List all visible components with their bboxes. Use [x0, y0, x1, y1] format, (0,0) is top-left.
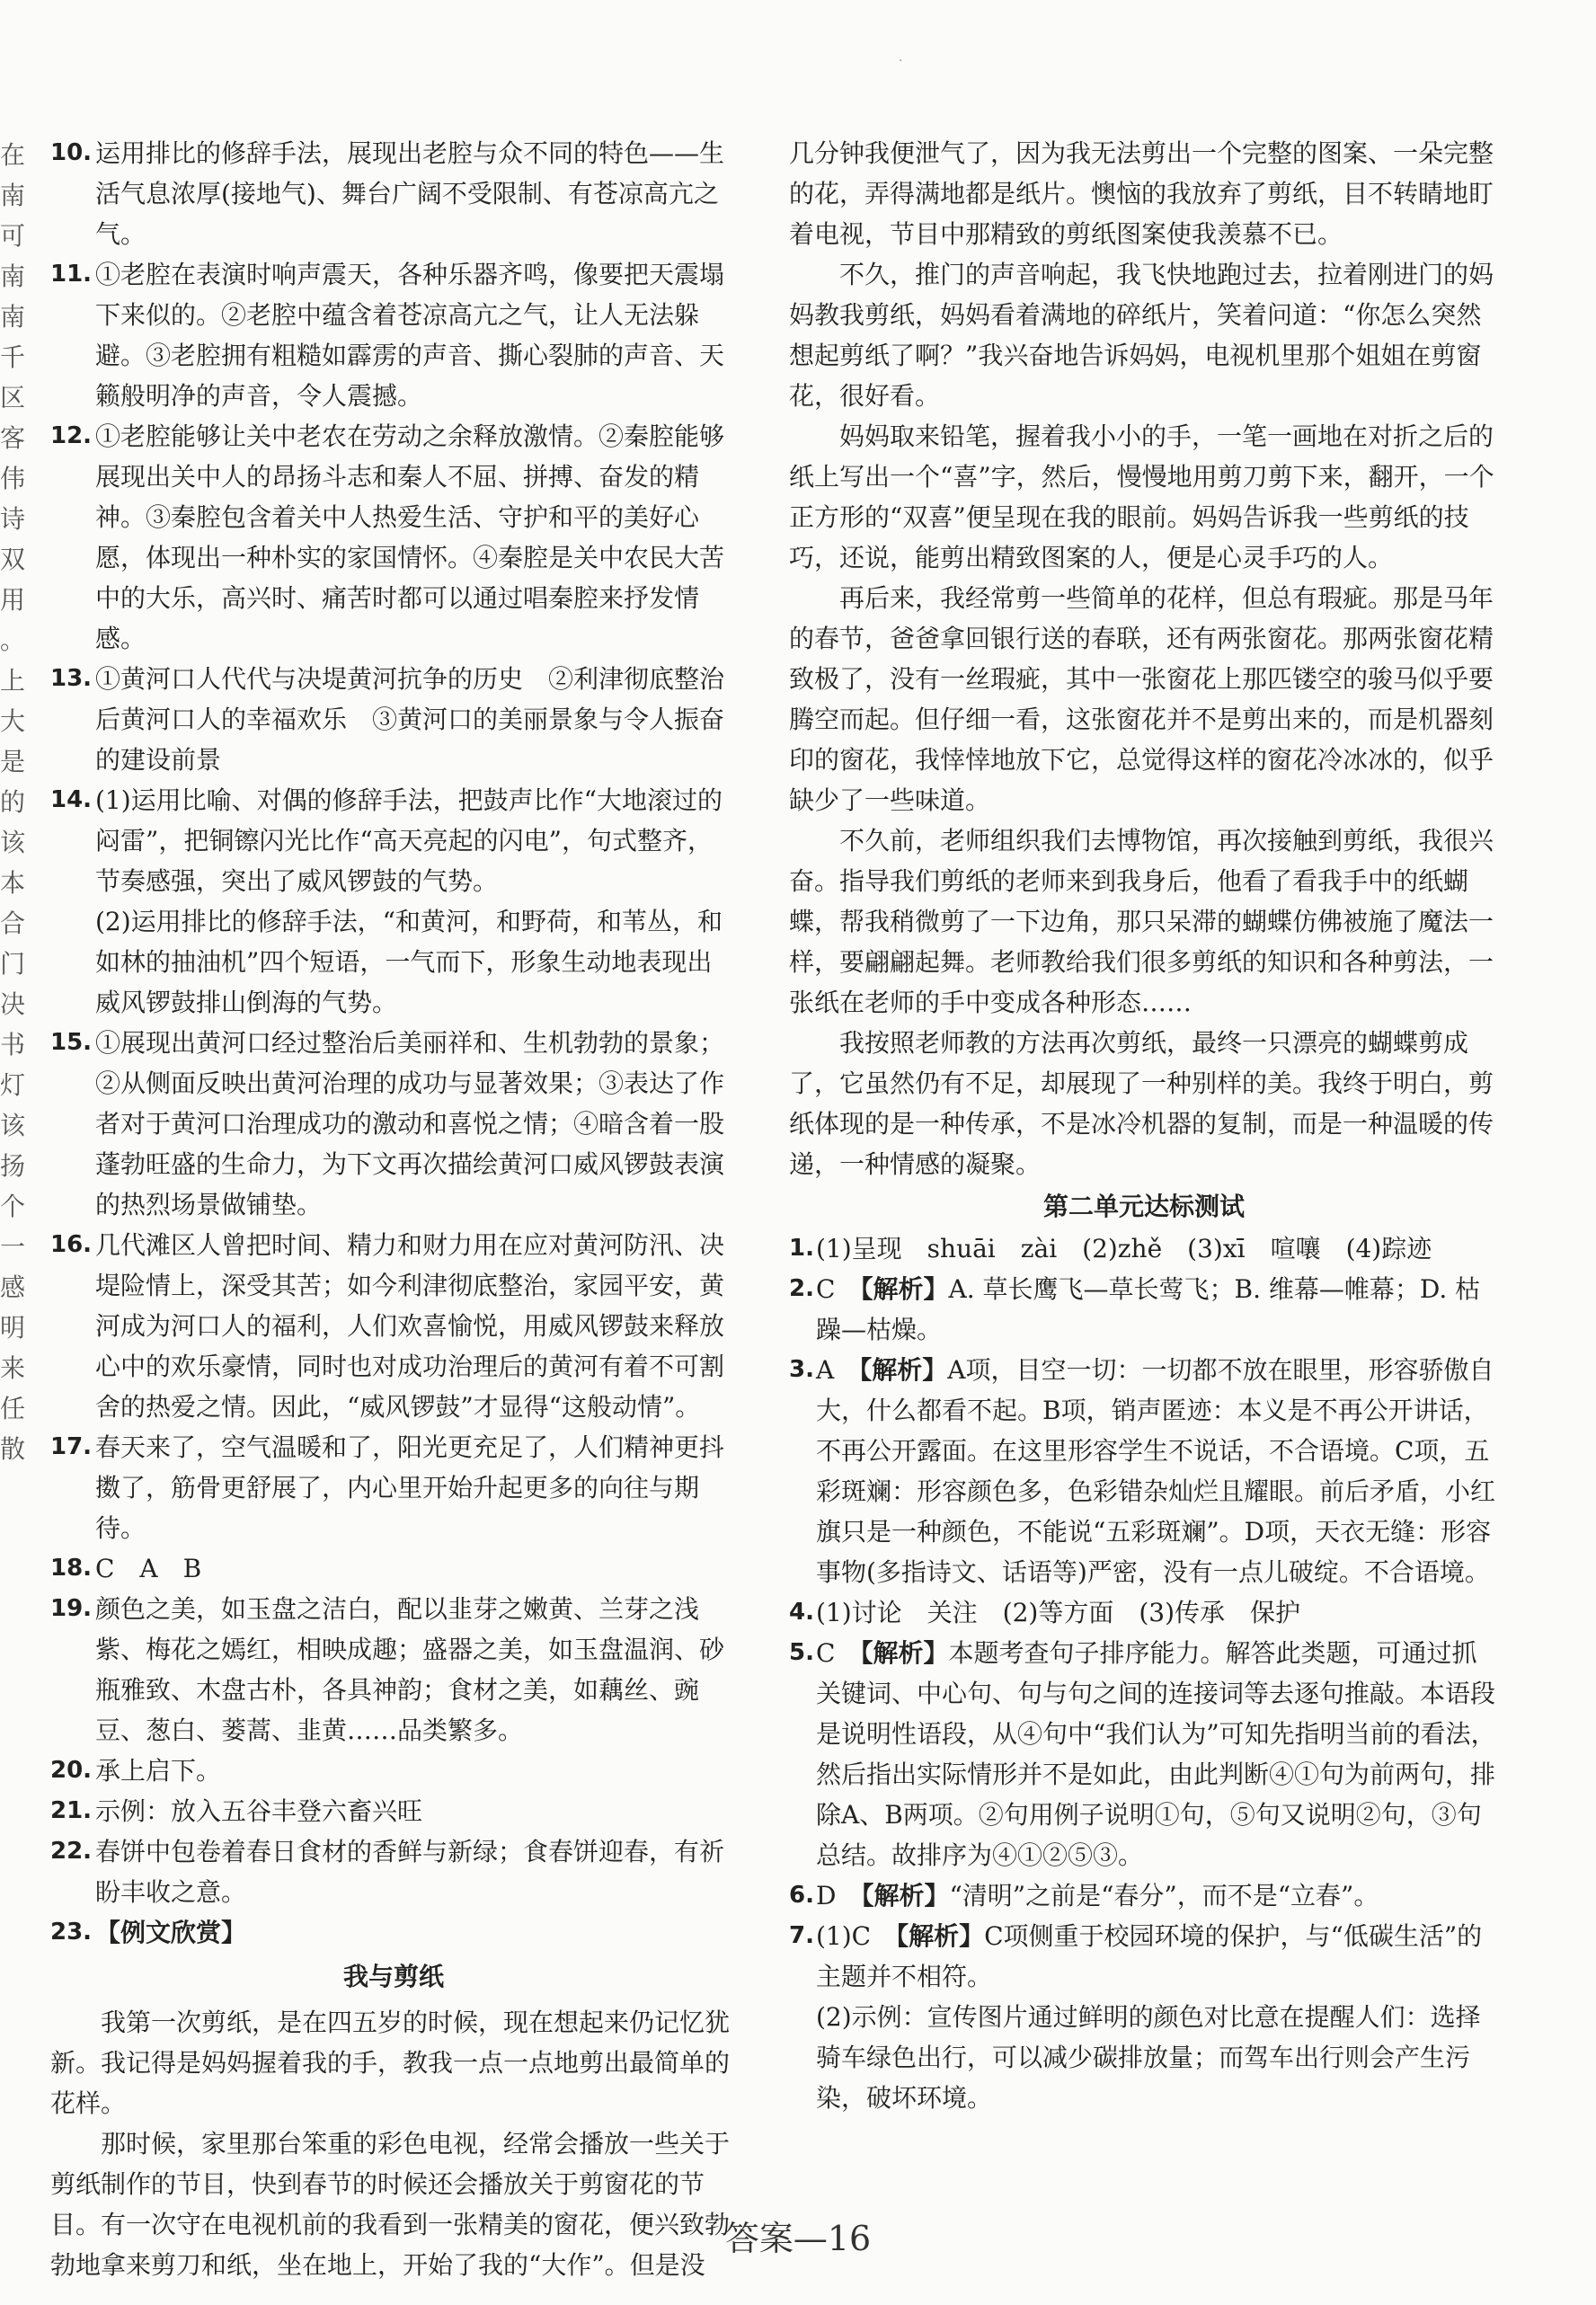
edge-glyph: 用	[0, 585, 26, 615]
question-number: 20.	[50, 1757, 93, 1784]
edge-glyph: 该	[0, 1111, 26, 1140]
essay-paragraph: 再后来，我经常剪一些简单的花样，但总有瑕疵。那是马年的春节，爸爸拿回银行送的春联，还有两张窗花。那两张窗花精致极了，没有一丝瑕疵，其中一张窗花上那匹镂空的骏马似乎要腾空而起。但仔细一看，这张窗花并不是剪出来的，而是机器刻印的窗花，我悻悻地放下它，总觉得这样的窗花冷冰冰的，似乎缺少了一些味道。	[789, 583, 1494, 815]
essay-paragraph: 妈妈取来铅笔，握着我小小的手，一笔一画地在对折之后的纸上写出一个“喜”字，然后，慢慢地用剪刀剪下来，翻开，一个正方形的“双喜”便呈现在我的眼前。妈妈告诉我一些剪纸的技巧，还说，能剪出精致图案的人，便是心灵手巧的人。	[789, 421, 1494, 572]
edge-glyph: 门	[0, 949, 26, 979]
answer-15	[50, 1023, 737, 1225]
edge-glyph: 千	[0, 342, 26, 372]
edge-glyph: 一	[0, 1232, 26, 1262]
answer-choice: C	[816, 1638, 836, 1668]
edge-glyph: 大	[0, 706, 26, 736]
question-number: 7.	[789, 1922, 814, 1949]
analysis-text: C项侧重于校园环境的保护，与“低碳生活”的主题并不相符。	[816, 1921, 1483, 1991]
question-number: 11.	[50, 261, 93, 288]
question-number: 19.	[50, 1595, 93, 1622]
question-number: 15.	[50, 1029, 93, 1056]
question-number: 3.	[789, 1356, 814, 1383]
essay-paragraph: 不久，推门的声音响起，我飞快地跑过去，拉着刚进门的妈妈教我剪纸，妈妈看着满地的碎纸片，笑着问道：“你怎么突然想起剪纸了啊？”我兴奋地告诉妈妈，电视机里那个姐姐在剪窗花，很好看。	[789, 260, 1494, 411]
answer-17	[50, 1427, 737, 1548]
answer-text: 几代滩区人曾把时间、精力和财力用在应对黄河防汛、决堤险情上，深受其苦；如今利津彻底整治，家园平安，黄河成为河口人的福利，人们欢喜愉悦，用威风锣鼓来释放心中的欢乐豪情，同时也对成功治理后的黄河有着不可割舍的热爱之情。因此，“威风锣鼓”才显得“这般动情”。	[95, 1230, 725, 1422]
edge-glyph: 书	[0, 1030, 26, 1059]
edge-glyph: 的	[0, 787, 26, 817]
left-edge-cropped-text	[0, 135, 26, 1469]
answer-12	[50, 416, 737, 659]
question-number: 13.	[50, 665, 93, 692]
answer-sub-1: (1)运用比喻、对偶的修辞手法，把鼓声比作“大地滚过的闷雷”，把铜镲闪光比作“高天亮起的闪电”，句式整齐，节奏感强，突出了威风锣鼓的气势。	[95, 785, 723, 896]
edge-glyph: 任	[0, 1394, 26, 1423]
answer-20	[50, 1751, 737, 1791]
scan-dot: ·	[899, 54, 903, 68]
answer-text: ①老腔在表演时响声震天，各种乐器齐鸣，像要把天震塌下来似的。②老腔中蕴含着苍凉高亢之气，让人无法躲避。③老腔拥有粗糙如霹雳的声音、撕心裂肺的声音、天籁般明净的声音，令人震撼。	[95, 260, 725, 411]
question-number: 17.	[50, 1433, 93, 1460]
test-answer-5	[789, 1633, 1499, 1875]
essay-title: 我与剪纸	[342, 1962, 444, 1991]
answer-19	[50, 1589, 737, 1751]
analysis-tag: 【解析】	[859, 1355, 948, 1385]
question-number: 18.	[50, 1555, 93, 1582]
edge-glyph: 感	[0, 1272, 26, 1302]
answer-14	[50, 780, 737, 1023]
test-answer-6	[789, 1875, 1499, 1916]
answer-11	[50, 254, 737, 416]
question-number: 21.	[50, 1797, 93, 1824]
answer-text: (1)呈现 shuāi zài (2)zhě (3)xī 喧嚷 (4)踪迹	[816, 1234, 1432, 1263]
edge-glyph: 伟	[0, 464, 26, 493]
answer-choice: D	[816, 1881, 837, 1910]
answer-text: ①展现出黄河口经过整治后美丽祥和、生机勃勃的景象；②从侧面反映出黄河治理的成功与显著效果；③表达了作者对于黄河口治理成功的激动和喜悦之情；④暗含着一股蓬勃旺盛的生命力，为下文再次描绘黄河口威风锣鼓表演的热烈场景做铺垫。	[95, 1028, 725, 1219]
question-number: 4.	[789, 1599, 814, 1626]
question-number: 23.	[50, 1919, 93, 1946]
edge-glyph: 个	[0, 1192, 26, 1221]
essay-paragraph: 我第一次剪纸，是在四五岁的时候，现在想起来仍记忆犹新。我记得是妈妈握着我的手，教我一点一点地剪出最简单的花样。	[50, 2008, 731, 2118]
question-number: 1.	[789, 1235, 814, 1262]
left-column	[50, 133, 737, 2285]
answer-choice: C	[816, 1274, 836, 1304]
edge-glyph: 明	[0, 1313, 26, 1343]
test-answer-2	[789, 1269, 1499, 1350]
test-answer-4	[789, 1592, 1499, 1633]
answer-choice: (1)C	[816, 1921, 872, 1951]
question-number: 2.	[789, 1275, 814, 1302]
analysis-tag: 【解析】	[860, 1638, 949, 1668]
answer-text: 示例：放入五谷丰登六畜兴旺	[95, 1796, 423, 1826]
answer-text: 运用排比的修辞手法，展现出老腔与众不同的特色——生活气息浓厚(接地气)、舞台广阔不受限制、有苍凉高亢之气。	[95, 138, 725, 249]
edge-glyph: 南	[0, 262, 26, 291]
analysis-tag: 【解析】	[861, 1881, 950, 1910]
edge-glyph: 可	[0, 221, 26, 251]
answer-choice: A	[816, 1355, 835, 1385]
answer-sub-2: (2)运用排比的修辞手法，“和黄河，和野荷，和苇丛，和如林的抽油机”四个短语，一气而下，形象生动地表现出威风锣鼓排山倒海的气势。	[95, 907, 723, 1017]
answer-18	[50, 1548, 737, 1589]
answer-16	[50, 1225, 737, 1427]
edge-glyph: 南	[0, 181, 26, 210]
edge-glyph: 。	[0, 625, 26, 655]
answer-text: 春饼中包卷着春日食材的香鲜与新绿；食春饼迎春，有祈盼丰收之意。	[95, 1837, 725, 1907]
answer-text: 春天来了，空气温暖和了，阳光更充足了，人们精神更抖擞了，筋骨更舒展了，内心里开始升起更多的向往与期待。	[95, 1432, 725, 1543]
edge-glyph: 散	[0, 1434, 26, 1464]
edge-glyph: 本	[0, 868, 26, 898]
edge-glyph: 区	[0, 383, 26, 412]
edge-glyph: 南	[0, 302, 26, 332]
edge-glyph: 上	[0, 666, 26, 696]
edge-glyph: 扬	[0, 1151, 26, 1181]
essay-paragraph: 不久前，老师组织我们去博物馆，再次接触到剪纸，我很兴奋。指导我们剪纸的老师来到我身后，他看了看我手中的纸蝴蝶，帮我稍微剪了一下边角，那只呆滞的蝴蝶仿佛被施了魔法一样，要翩翩起舞。老师教给我们很多剪纸的知识和各种剪法，一张纸在老师的手中变成各种形态……	[789, 826, 1494, 1017]
answer-text: ①黄河口人代代与决堤黄河抗争的历史 ②利津彻底整治后黄河口人的幸福欢乐 ③黄河口的美丽景象与令人振奋的建设前景	[95, 664, 725, 775]
analysis-text: A项，目空一切：一切都不放在眼里，形容骄傲自大，什么都看不起。B项，销声匿迹：本义是不再公开讲话，不再公开露面。在这里形容学生不说话，不合语境。C项，五彩斑斓：形容颜色多，色彩错杂灿烂且耀眼。前后矛盾，小红旗只是一种颜色，不能说“五彩斑斓”。D项，天衣无缝：形容事物(多指诗文、话语等)严密，没有一点儿破绽。不合语境。	[816, 1355, 1496, 1587]
answer-sub-2: (2)示例：宣传图片通过鲜明的颜色对比意在提醒人们：选择骑车绿色出行，可以减少碳排放量；而驾车出行则会产生污染，破坏环境。	[816, 2002, 1481, 2113]
edge-glyph: 双	[0, 545, 26, 574]
edge-glyph: 在	[0, 140, 26, 170]
edge-glyph: 来	[0, 1353, 26, 1383]
section-title: 第二单元达标测试	[1042, 1192, 1245, 1221]
analysis-text: 本题考查句子排序能力。解答此类题，可通过抓关键词、中心句、句与句之间的连接词等去逐句推敲。本语段是说明性语段，从④句中“我们认为”可知先指明当前的看法，然后指出实际情形并不是如此，由此判断④①句为前两句，排除A、B两项。②句用例子说明①句，⑤句又说明②句，③句总结。故排序为④①②⑤③。	[816, 1638, 1496, 1870]
question-number: 10.	[50, 139, 93, 166]
edge-glyph: 合	[0, 909, 26, 938]
edge-glyph: 客	[0, 423, 26, 453]
answer-text: 承上启下。	[95, 1756, 222, 1786]
answer-23	[50, 1912, 737, 1953]
question-number: 22.	[50, 1838, 93, 1865]
edge-glyph: 诗	[0, 504, 26, 534]
analysis-tag: 【解析】	[860, 1274, 949, 1304]
answer-13	[50, 659, 737, 780]
answer-text: ①老腔能够让关中老农在劳动之余释放激情。②秦腔能够展现出关中人的昂扬斗志和秦人不屈、拼搏、奋发的精神。③秦腔包含着关中人热爱生活、守护和平的美好心愿，体现出一种朴实的家国情怀。④秦腔是关中农民大苦中的大乐，高兴时、痛苦时都可以通过唱秦腔来抒发情感。	[95, 421, 725, 653]
answer-22	[50, 1831, 737, 1912]
analysis-text: “清明”之前是“春分”，而不是“立春”。	[949, 1881, 1379, 1910]
question-number: 12.	[50, 422, 93, 449]
edge-glyph: 灯	[0, 1070, 26, 1100]
answer-text: 颜色之美，如玉盘之洁白，配以韭芽之嫩黄、兰芽之浅紫、梅花之嫣红，相映成趣；盛器之美，如玉盘温润、砂瓶雅致、木盘古朴，各具神韵；食材之美，如藕丝、豌豆、葱白、蒌蒿、韭黄……品类繁多。	[95, 1594, 725, 1745]
test-answer-7	[789, 1916, 1499, 2118]
analysis-tag: 【解析】	[896, 1921, 985, 1951]
question-number: 6.	[789, 1882, 814, 1909]
question-number: 14.	[50, 786, 93, 813]
essay-paragraph: 几分钟我便泄气了，因为我无法剪出一个完整的图案、一朵完整的花，弄得满地都是纸片。懊恼的我放弃了剪纸，目不转睛地盯着电视，节目中那精致的剪纸图案使我羡慕不已。	[789, 138, 1494, 249]
edge-glyph: 决	[0, 989, 26, 1019]
sample-essay-tag: 【例文欣赏】	[95, 1918, 247, 1947]
right-column	[789, 133, 1499, 2118]
essay-body-right	[789, 133, 1499, 1184]
answer-10	[50, 133, 737, 254]
essay-paragraph: 那时候，家里那台笨重的彩色电视，经常会播放一些关于剪纸制作的节目，快到春节的时候还会播放关于剪窗花的节目。有一次守在电视机前的我看到一张精美的窗花，便兴致勃勃地拿来剪刀和纸，坐在地上，开始了我的“大作”。但是没	[50, 2129, 731, 2280]
answer-text: (1)讨论 关注 (2)等方面 (3)传承 保护	[816, 1598, 1300, 1627]
test-answer-3	[789, 1350, 1499, 1592]
edge-glyph: 该	[0, 828, 26, 857]
question-number: 16.	[50, 1231, 93, 1258]
page-footer: 答案—16	[724, 2219, 872, 2258]
essay-paragraph: 我按照老师教的方法再次剪纸，最终一只漂亮的蝴蝶剪成了，它虽然仍有不足，却展现了一种别样的美。我终于明白，剪纸体现的是一种传承，不是冰冷机器的复制，而是一种温暖的传递，一种情感的凝聚。	[789, 1028, 1494, 1179]
answer-text: C A B	[95, 1554, 202, 1583]
analysis-text: A. 草长鹰飞—草长莺飞；B. 维幕—帷幕；D. 枯躁—枯燥。	[816, 1274, 1481, 1344]
question-number: 5.	[789, 1639, 814, 1666]
answer-21	[50, 1791, 737, 1831]
edge-glyph: 是	[0, 747, 26, 776]
test-answer-1	[789, 1228, 1499, 1269]
